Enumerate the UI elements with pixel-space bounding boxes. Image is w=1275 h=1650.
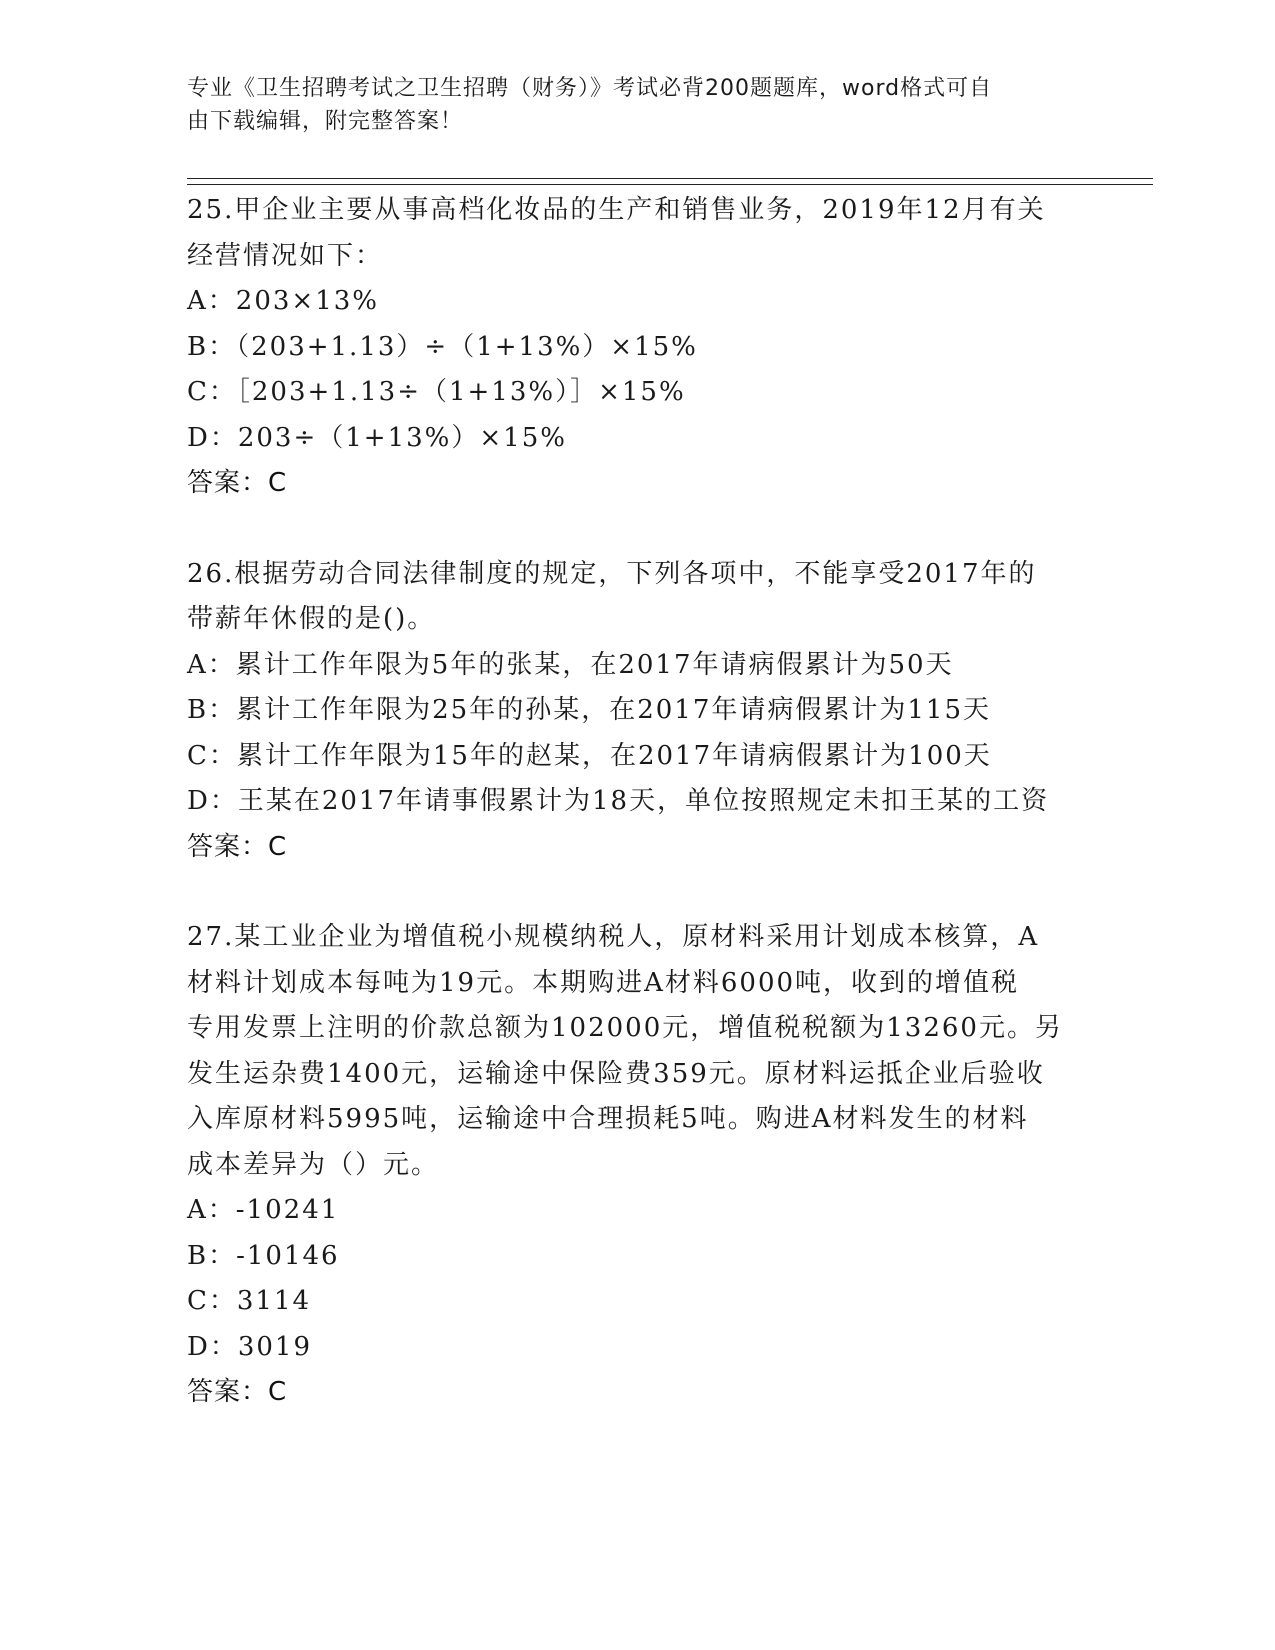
option-b: B：-10146 [187,1240,340,1271]
question-26 [187,552,1087,871]
question-list [187,188,1087,1461]
question-27 [187,915,1087,1416]
question-stem-line: 带薪年休假的是()。 [187,604,436,634]
question-stem-line: 材料计划成本每吨为19元。本期购进A材料6000吨，收到的增值税 [187,967,1020,998]
header-divider-bottom [187,184,1153,185]
option-c: C：［203+1.13÷（1+13%）］×15% [187,377,686,407]
question-stem-line: 发生运杂费1400元，运输途中保险费359元。原材料运抵企业后验收 [187,1058,1045,1089]
question-stem-line: 专用发票上注明的价款总额为102000元，增值税税额为13260元。另 [187,1013,1063,1043]
option-c: C：累计工作年限为15年的赵某，在2017年请病假累计为100天 [187,740,992,771]
header-line-2: 由下载编辑，附完整答案！ [187,109,464,134]
answer-label: 答案：C [187,831,288,862]
question-stem-line: 26.根据劳动合同法律制度的规定，下列各项中，不能享受2017年的 [187,558,1037,589]
header-line-1: 专业《卫生招聘考试之卫生招聘（财务）》考试必背200题题库，word格式可自 [187,76,993,101]
question-stem-line: 27.某工业企业为增值税小规模纳税人，原材料采用计划成本核算，A [187,922,1040,952]
option-c: C：3114 [187,1286,312,1316]
question-stem-line: 成本差异为（）元。 [187,1149,440,1180]
option-a: A：-10241 [187,1195,340,1225]
header-divider-top [187,178,1153,179]
document-header [187,72,1067,138]
option-d: D：203÷（1+13%）×15% [187,422,567,453]
question-stem-line: 入库原材料5995吨，运输途中合理损耗5吨。购进A材料发生的材料 [187,1104,1029,1134]
answer-label: 答案：C [187,468,288,498]
question-25 [187,188,1087,507]
question-stem-line: 经营情况如下： [187,240,384,271]
option-b: B：累计工作年限为25年的孙某，在2017年请病假累计为115天 [187,695,991,725]
option-b: B：（203+1.13）÷（1+13%）×15% [187,331,698,362]
option-d: D：王某在2017年请事假累计为18天，单位按照规定未扣王某的工资 [187,786,1050,816]
option-a: A：累计工作年限为5年的张某，在2017年请病假累计为50天 [187,649,954,680]
answer-label: 答案：C [187,1377,288,1407]
question-stem-line: 25.甲企业主要从事高档化妆品的生产和销售业务，2019年12月有关 [187,195,1046,225]
option-a: A：203×13% [187,286,379,316]
option-d: D：3019 [187,1331,313,1362]
